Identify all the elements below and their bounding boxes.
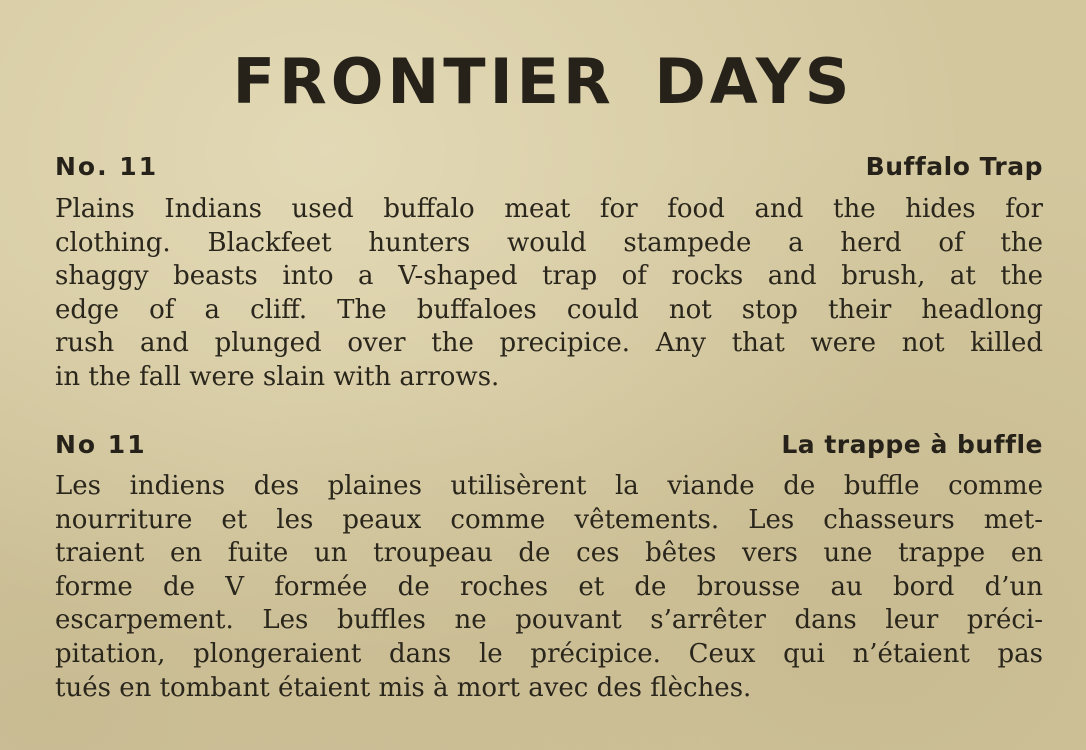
french-line: nourriture et les peaux comme vêtements. Les chasseurs met- [55, 504, 1043, 535]
english-line: rush and plunged over the precipice. Any that were not killed [55, 328, 1043, 359]
english-line: Plains Indians used buffalo meat for food and the hides for [55, 194, 1043, 224]
english-description [55, 193, 1043, 395]
english-card-number: No. 11 [55, 152, 159, 181]
french-line: pitation, plongeraient dans le précipice. Ceux qui n’étaient pas [55, 638, 1043, 669]
english-line: in the fall were slain with arrows. [55, 361, 500, 392]
french-line: forme de V formée de roches et de brousse au bord d’un [55, 571, 1043, 602]
french-card-number: No 11 [55, 430, 147, 459]
french-header [55, 428, 1043, 462]
french-line: traient en fuite un troupeau de ces bêtes vers une trappe en [55, 538, 1043, 569]
french-line: tués en tombant étaient mis à mort avec des flèches. [55, 672, 752, 703]
french-description [55, 470, 1043, 705]
french-subtitle: La trappe à buffle [781, 430, 1043, 459]
french-line: Les indiens des plaines utilisèrent la viande de buffle comme [55, 471, 1043, 501]
english-line: edge of a cliff. The buffaloes could not stop their headlong [55, 294, 1043, 325]
english-line: clothing. Blackfeet hunters would stampede a herd of the [55, 227, 1043, 258]
english-line: shaggy beasts into a V-shaped trap of rocks and brush, at the [55, 261, 1043, 292]
french-line: escarpement. Les buffles ne pouvant s’arrêter dans leur préci- [55, 605, 1043, 636]
english-header [55, 150, 1043, 184]
english-subtitle: Buffalo Trap [865, 152, 1043, 181]
card-title: FRONTIER DAYS [232, 45, 854, 118]
